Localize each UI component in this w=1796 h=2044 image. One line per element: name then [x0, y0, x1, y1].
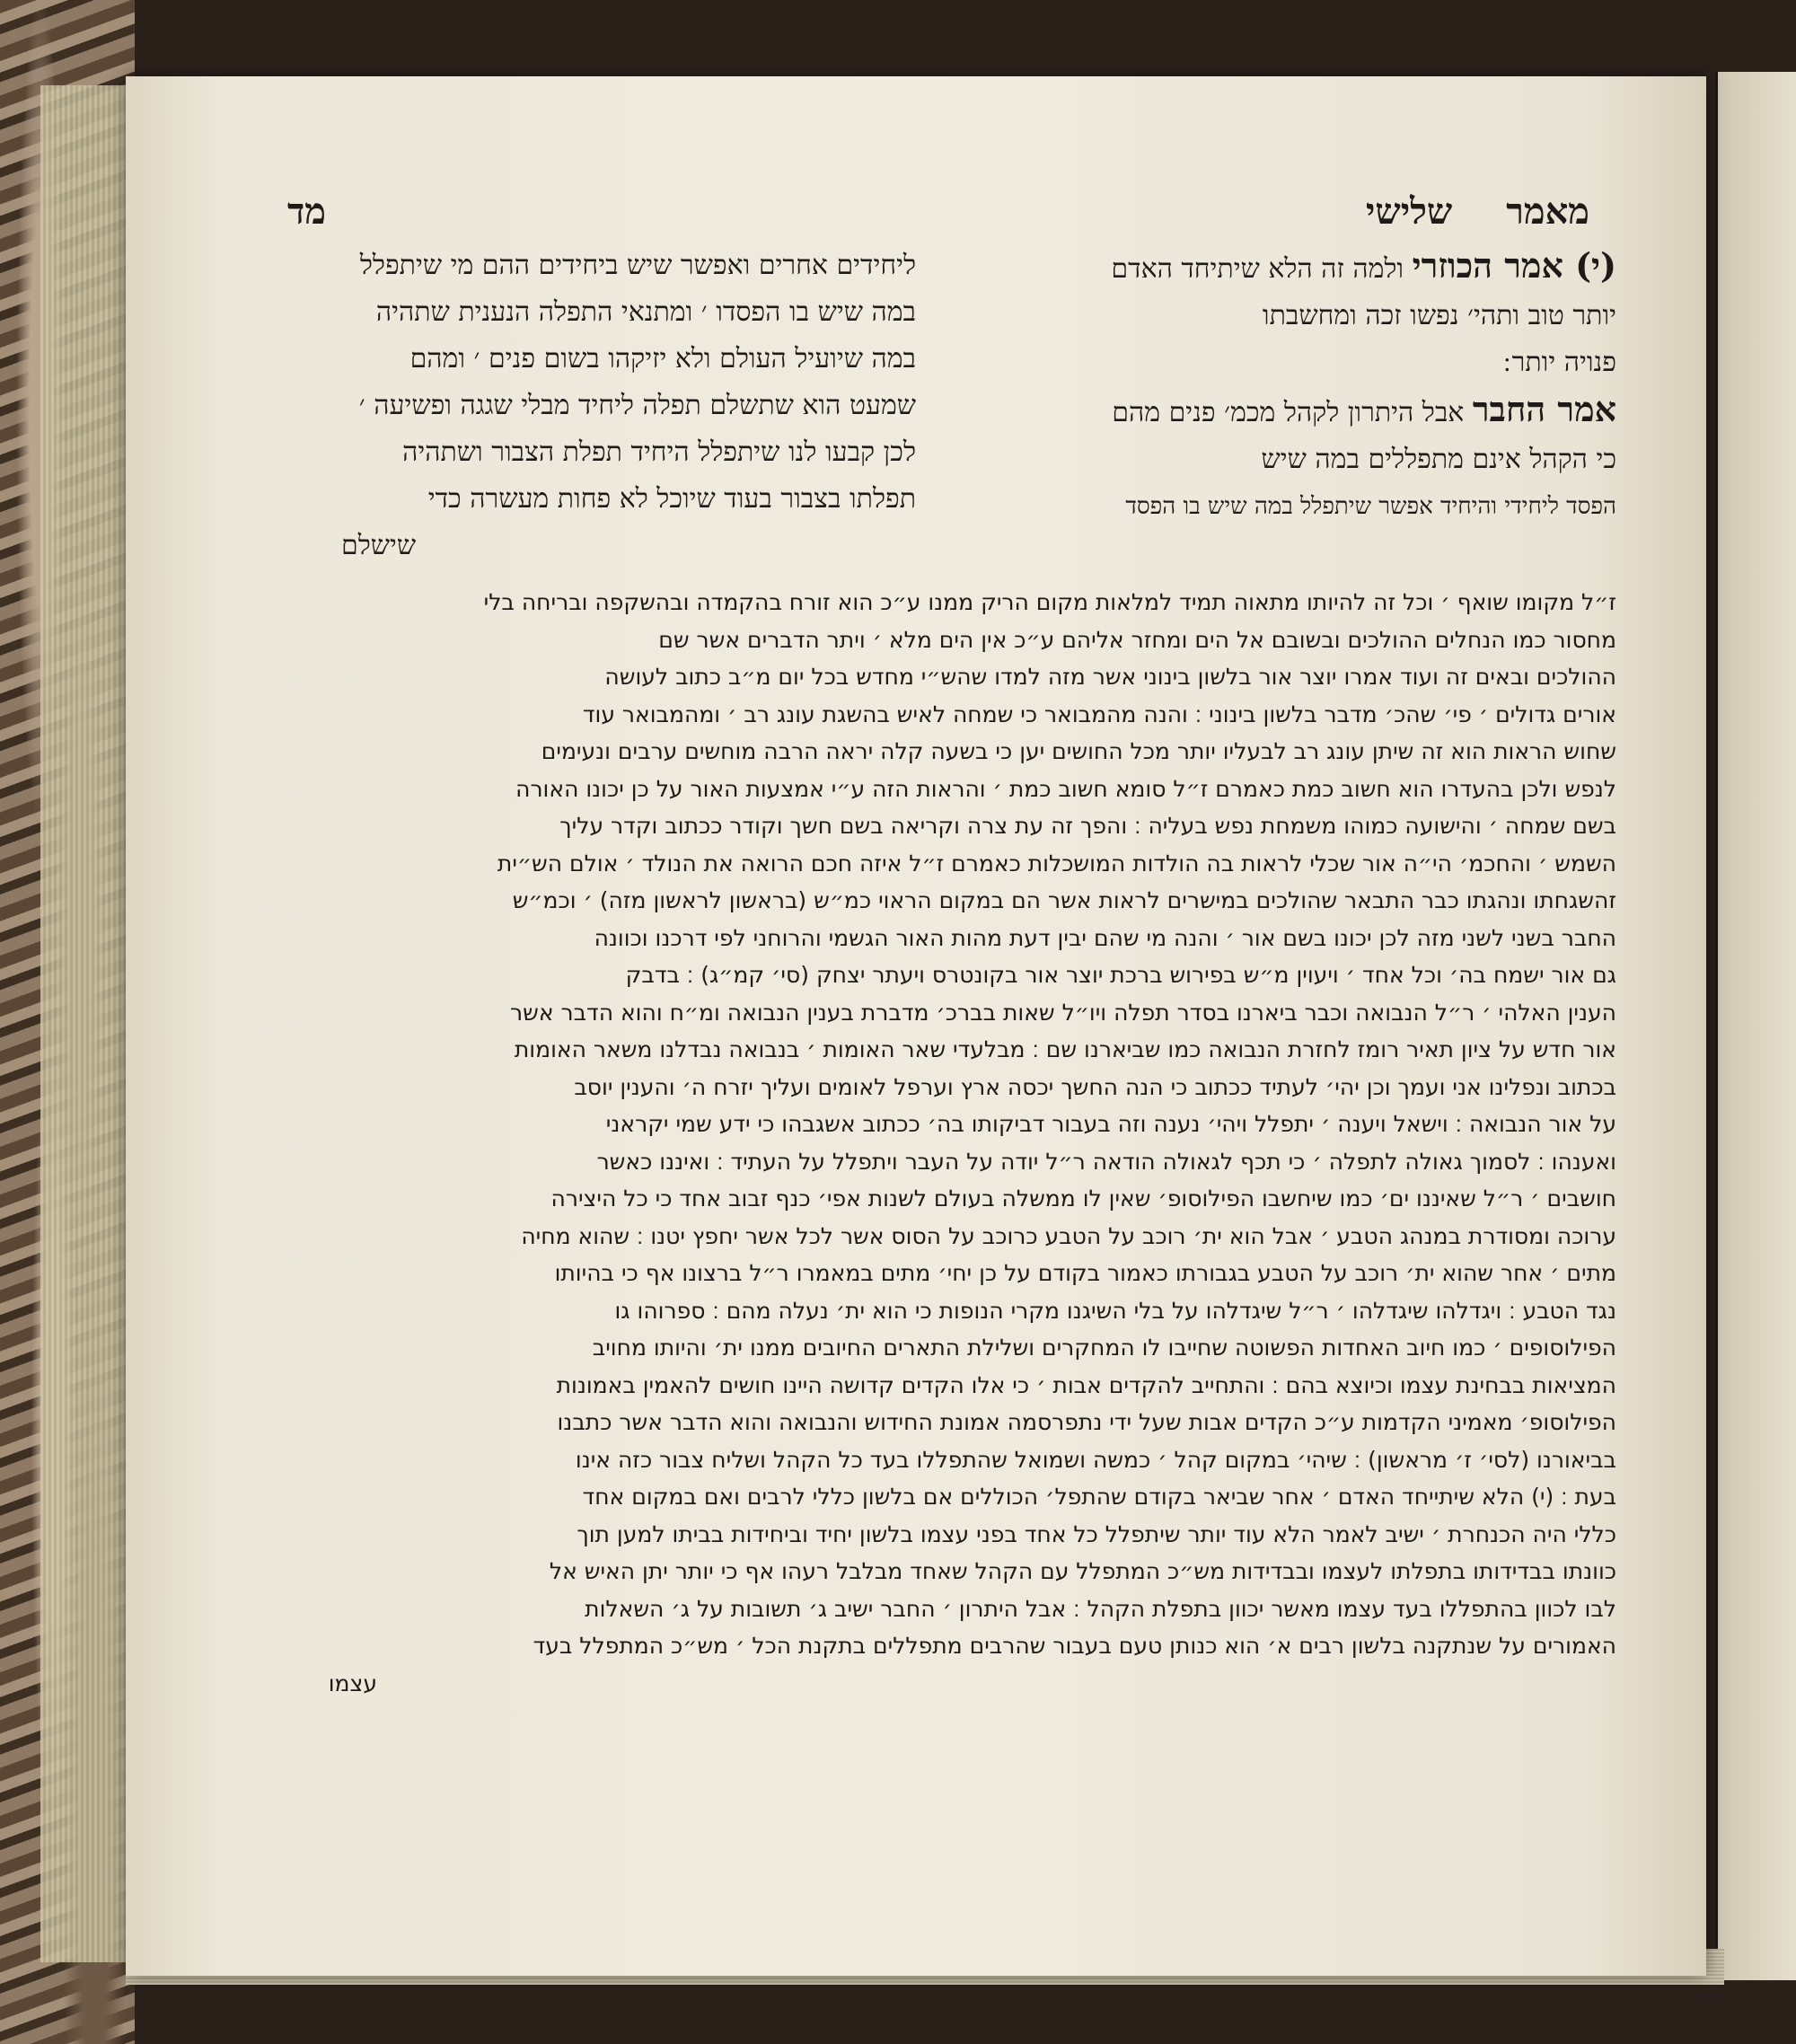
main-text-line: ליחידים אחרים ואפשר שיש ביחידים ההם מי שיתפלל [359, 250, 916, 281]
main-text-line: במה שיועיל העולם ולא יזיקהו בשום פנים ׳ ומהם [409, 343, 916, 374]
commentary-line: חושבים ׳ ר״ל שאיננו ים׳ כמו שיחשבו הפילוסופ׳ שאין לו ממשלה בעולם לשנות אפי׳ כנף זבוב אחד כי כל היצירה [550, 1185, 1616, 1211]
main-text-line: פנויה יותר ׃ [1503, 347, 1616, 378]
main-text-line: שמעט הוא שתשלם תפלה ליחיד מבלי שגגה ופשיעה ׳ [358, 390, 916, 421]
header-word-first: מאמר [1506, 189, 1589, 233]
commentary-line: מחסור כמו הנחלים ההולכים ובשובם אל הים ומחזר אליהם ע״כ אין הים מלא ׳ ויתר הדברים אשר שם [658, 626, 1616, 653]
main-text-line: יותר טוב ותהי׳ נפשו זכה ומחשבתו [1262, 300, 1616, 331]
commentary-line: הפילוסופים ׳ כמו חיוב האחדות הפשוטה שחייבו לו המחקרים ושלילת התארים החיובים ממנו ית׳ והיותו מחויב [592, 1335, 1616, 1361]
speaker-haver: אמר החבר [1472, 389, 1616, 429]
commentary-last-line: עצמו [328, 1670, 377, 1696]
commentary-line: לבו לכוון בהתפללו בעד עצמו מאשר יכוון בתפלת הקהל ׃ אבל היתרון ׳ החבר ישיב ג׳ תשובות על ג׳ השאלות [585, 1595, 1616, 1622]
commentary-line: הפילוסופ׳ מאמיני הקדמות ע״כ הקדים אבות שעל ידי נתפרסמה אמונת החידוש והנבואה והוא הדבר אשר כתבנו [557, 1409, 1616, 1435]
main-text-line: ולמה זה הלא שיתיחד האדם [1111, 253, 1404, 285]
commentary-line: החבר בשני לשני מזה לכן יכונו בשם אור ׳ והנה מי שהם יבין דעת מהות האור הגשמי והרוחני לפי דרכנו וכוונה [594, 924, 1616, 951]
commentary-line: ז״ל מקומו שואף ׳ וכל זה להיותו מתאוה תמיד למלאות מקום הריק ממנו ע״כ הוא זורח בהקמדה ובהשקפה ובריחה בלי [483, 589, 1616, 615]
page-block-edge [40, 85, 130, 1962]
commentary-line: בביאורנו (לסי׳ ז׳ מראשון) ׃ שיהי׳ במקום קהל ׳ כמשה ושמואל שהתפללו בעד כל הקהל ושליח צבור כזה אינו [575, 1446, 1616, 1473]
commentary-line: מתים ׳ אחר שהוא ית׳ רוכב על הטבע בגבורתו כאמור בקודם על כן יחי׳ מתים במאמרו ר״ל ברצונו אף כי בהיותו [554, 1260, 1616, 1286]
facing-page-edge [1715, 72, 1796, 1980]
main-text-line: הפסד ליחידי והיחיד אפשר שיתפלל במה שיש בו הפסד [1125, 493, 1616, 520]
commentary-line: גם אור ישמח בה׳ וכל אחד ׳ ויעוין מ״ש בפירוש ברכת יוצר אור בקונטרס ויעתר יצחק (סי׳ קמ״ג) ׃ בדבק [625, 962, 1616, 988]
commentary-line: הענין האלהי ׳ ר״ל הנבואה וכבר ביארנו בסדר תפלה ויו״ל שאות בברכ׳ מדברת בענין הנבואה ומ״ח והוא הדבר אשר [510, 999, 1616, 1026]
commentary-line: אורים גדולים ׳ פי׳ שהכ׳ מדבר בלשון בינוני ׃ והנה מהמבואר כי שמחה לאיש בהשגת עונג רב ׳ ומהמבואר עוד [582, 700, 1616, 727]
commentary-line: כללי היה הכנחרת ׳ ישיב לאמר הלא עוד יותר שיתפלל כל אחד בפני עצמו בלשון יחיד וביחידות בביתו למען תוך [577, 1520, 1616, 1547]
commentary-line: המציאות בבחינת עצמו וכיוצא בהם ׃ והתחייב להקדים אבות ׳ כי אלו הקדים קדושה היינו חושים להאמין באמונות [556, 1371, 1616, 1398]
commentary-line: על אור הנבואה ׃ וישאל ויענה ׳ יתפלל ויהי׳ נענה וזה בעבור דביקותו בה׳ ככתוב אשגבהו כי ידע שמי יקראני [605, 1111, 1616, 1137]
main-text [287, 242, 1616, 561]
commentary-line: ואענהו ׃ לסמוך גאולה לתפלה ׳ כי תכף לגאולה הודאה ר״ל יודה על העבר ויתפלל על העתיד ׃ ואיננו כאשר [596, 1148, 1616, 1175]
commentary-line: לנפש ולכן בהעדרו הוא חשוב כמת כאמרם ז״ל סומא חשוב כמת ׳ והראות הזה ע״י אמצעות האור על כן יכונו האורה [515, 775, 1616, 802]
main-text-right-column [988, 242, 1616, 530]
main-text-line: לכן קבעו לנו שיתפלל היחיד תפלת הצבור ושתהיה [402, 436, 916, 468]
commentary-line: זהשגחתו ונהגתו כבר התבאר שהולכים במישרים לראות אשר הם במקום הראוי כמ״ש (בראשון לראשון מזה) ׳ וכמ״ש [512, 887, 1616, 913]
main-text-left-column [287, 242, 916, 569]
commentary-line: בכתוב ונפלינו אני ועמך וכן יהי׳ לעתיד ככתוב כי הנה החשך יכסה ארץ וערפל לאומים ועליך יזרח ה׳ והענין יוסב [574, 1073, 1616, 1100]
commentary-line: בשם שמחה ׳ והישועה כמוהו משמחת נפש בעליה ׃ והפך זה עת צרה וקריאה בשם חשך וקודר ככתוב וקדר עליך [559, 813, 1616, 839]
commentary-line: ההולכים ובאים זה ועוד אמרו יוצר אור בלשון בינוני אשר מזה למדו שהש״י מחדש בכל יום מ״ב כתוב לעושה [604, 664, 1616, 690]
commentary-line: שחוש הראות הוא זה שיתן עונג רב לבעליו יותר מכל החושים יען כי בשעה קלה יראה הרבה מוחשים ערבים ונעימים [541, 738, 1616, 764]
speaker-kuzari: (י) אמר הכוזרי [1412, 245, 1616, 286]
main-text-line: תפלתו בצבור בעוד שיוכל לא פחות מעשרה כדי [427, 483, 916, 515]
commentary-line: נגד הטבע ׃ ויגדלהו שיגדלהו ׳ ר״ל שיגדלהו על בלי השיגנו מקרי הנופות כי הוא ית׳ נעלה מהם ׃ ספרוהו גו [614, 1297, 1616, 1324]
header-word-second: שלישי [1365, 189, 1453, 233]
main-text-line: שישלם [341, 530, 417, 561]
commentary-block [287, 584, 1616, 1702]
commentary-line: אור חדש על ציון תאיר רומז לחזרת הנבואה כמו שביארנו שם ׃ מבלעדי שאר האומות ׳ בנבואה נבדלנו משאר האומות [514, 1036, 1616, 1062]
commentary-line: האמורים על שנתקנה בלשון רבים א׳ הוא כנותן טעם בעבור שהרבים מתפללים בתקנת הכל ׳ מש״כ המתפלל בעד [533, 1633, 1616, 1659]
main-text-line: במה שיש בו הפסדו ׳ ומתנאי התפלה הנענית שתהיה [375, 296, 916, 328]
running-header [287, 184, 1589, 238]
commentary-line: ערוכה ומסודרת במנהג הטבע ׳ אבל הוא ית׳ רוכב על הטבע כרוכב על הסוס אשר לכל אשר יחפץ יטנו ׃ שהוא מחיה [521, 1222, 1616, 1249]
main-text-line: אבל היתרון לקהל מכמ׳ פנים מהם [1112, 397, 1465, 428]
commentary-line: בעת ׃ (י) הלא שיתייחד האדם ׳ אחר שביאר בקודם שהתפל׳ הכוללים אם בלשון כללי לרבים ואם במקום אחד [582, 1484, 1616, 1510]
commentary-line: השמש ׳ והחכמ׳ הי״ה אור שכלי לראות בה הולדות המושכלות כאמרם ז״ל איזה חכם הרואה את הנולד ׳ אולם הש״ית [497, 850, 1616, 877]
page-number: מד [287, 189, 326, 233]
commentary-line: כוונתו בבדידותו בתפלתו לעצמו ובבדידות מש״כ המתפלל עם הקהל שאחד מבלבל רעהו אף כי יותר יתן האיש אל [549, 1558, 1616, 1584]
main-text-line: כי הקהל אינם מתפללים במה שיש [1261, 444, 1616, 475]
